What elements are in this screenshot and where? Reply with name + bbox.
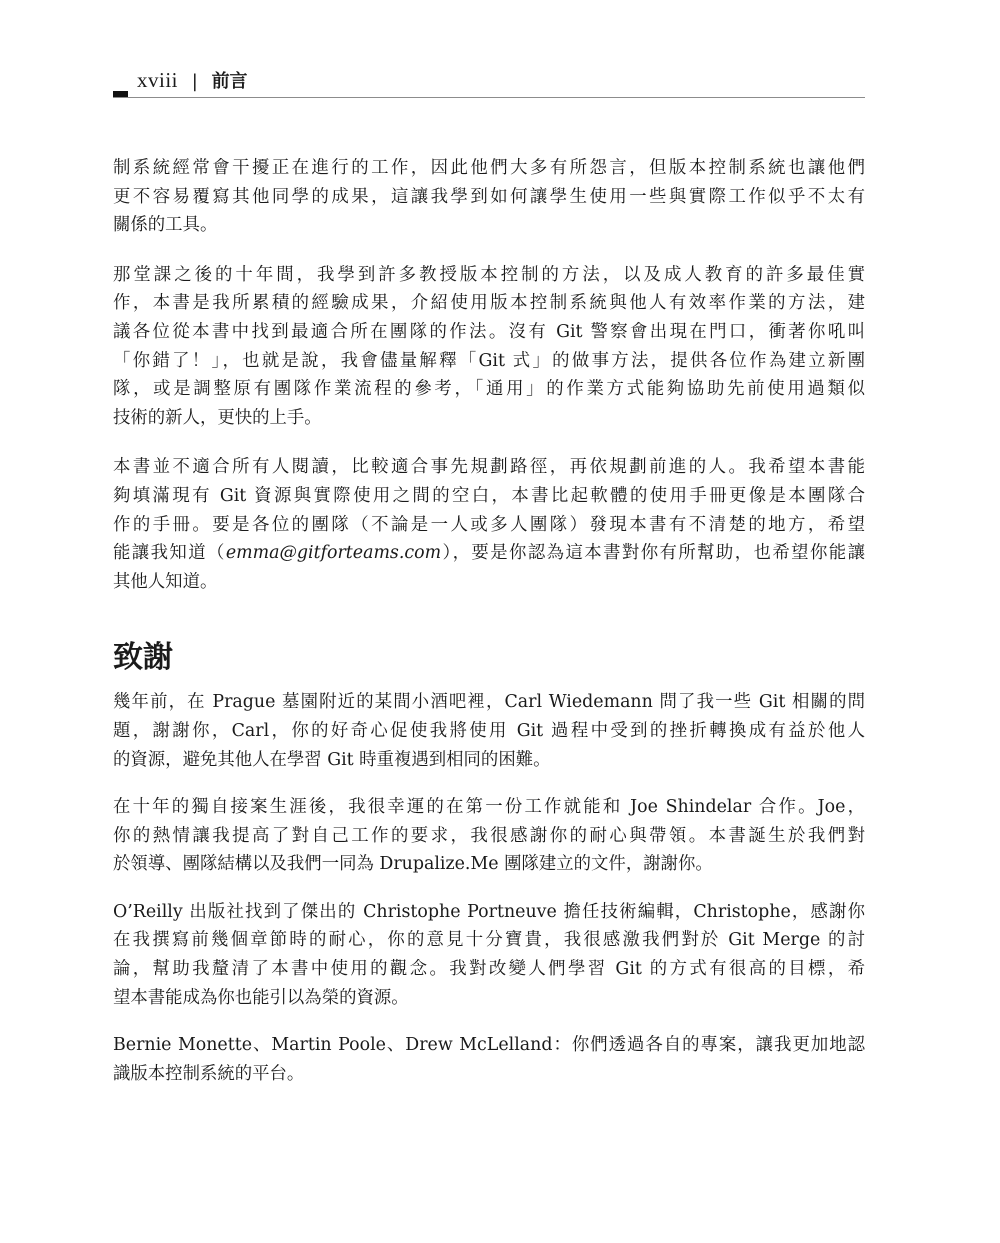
paragraph [113, 154, 865, 240]
paragraph [113, 793, 865, 879]
text-fragment: ），要是你認為這本書對你有所幫助，也希望你能讓 [441, 543, 865, 564]
text-line: 技術的新人，更快的上手。 [113, 407, 322, 428]
text-line: 你的熱情讓我提高了對自己工作的要求，我很感謝你的耐心與帶領。本書誕生於我們對 [113, 825, 865, 846]
text-line: 論，幫助我釐清了本書中使用的觀念。我對改變人們學習 Git 的方式有很高的目標，希 [113, 959, 865, 980]
header-mark [113, 91, 128, 97]
running-header [113, 64, 865, 98]
section-heading: 致謝 [113, 640, 173, 676]
text-line: 制系統經常會干擾正在進行的工作，因此他們大多有所怨言，但版本控制系統也讓他們 [113, 158, 865, 178]
header-separator: | [191, 71, 198, 92]
page-number: xviii [137, 68, 179, 92]
paragraph [113, 688, 865, 774]
header-text [137, 68, 248, 94]
text-line: 夠填滿現有 Git 資源與實際使用之間的空白，本書比起軟體的使用手冊更像是本團隊合 [113, 485, 865, 506]
text-line: 更不容易覆寫其他同學的成果，這讓我學到如何讓學生使用一些與實際工作似乎不太有 [113, 186, 865, 207]
text-line: 隊，或是調整原有團隊作業流程的參考，「通用」的作業方式能夠協助先前使用過類似 [113, 379, 865, 400]
text-line: 的資源，避免其他人在學習 Git 時重複遇到相同的困難。 [113, 749, 551, 770]
text-line: 在十年的獨自接案生涯後，我很幸運的在第一份工作就能和 Joe Shindelar 合作。Joe， [113, 797, 865, 818]
text-line: 議各位從本書中找到最適合所在團隊的作法。沒有 Git 警察會出現在門口，衝著你吼叫 [113, 321, 865, 342]
text-line: 那堂課之後的十年間，我學到許多教授版本控制的方法，以及成人教育的許多最佳實 [113, 264, 865, 285]
paragraph [113, 453, 865, 596]
text-fragment: 能讓我知道（ [113, 543, 226, 564]
text-line: 本書並不適合所有人閱讀，比較適合事先規劃路徑，再依規劃前進的人。我希望本書能 [113, 457, 865, 478]
page-body [113, 154, 865, 1088]
text-line: 題，謝謝你，Carl，你的好奇心促使我將使用 Git 過程中受到的挫折轉換成有益於他人 [113, 720, 865, 741]
text-line [113, 539, 865, 568]
email-address: emma@gitforteams.com [225, 543, 442, 564]
chapter-title: 前言 [211, 71, 248, 92]
text-line: 作，本書是我所累積的經驗成果，介紹使用版本控制系統與他人有效率作業的方法，建 [113, 293, 865, 314]
text-line: 在我撰寫前幾個章節時的耐心，你的意見十分寶貴，我很感激我們對於 Git Merge 的討 [113, 930, 865, 951]
paragraph [113, 898, 865, 1012]
text-line: O’Reilly 出版社找到了傑出的 Christophe Portneuve 擔任技術編輯，Christophe，感謝你 [113, 901, 865, 922]
text-line: 識版本控制系統的平台。 [113, 1063, 305, 1084]
paragraph [113, 261, 865, 433]
text-line: 作的手冊。要是各位的團隊（不論是一人或多人團隊）發現本書有不清楚的地方，希望 [113, 514, 865, 535]
text-line: 其他人知道。 [113, 571, 218, 592]
text-line: 幾年前，在 Prague 墓園附近的某間小酒吧裡，Carl Wiedemann 問了我一些 Git 相關的問 [113, 692, 865, 713]
text-line: 於領導、團隊結構以及我們一同為 Drupalize.Me 團隊建立的文件，謝謝你。 [113, 854, 713, 875]
text-line: 「你錯了！」，也就是說，我會儘量解釋「Git 式」的做事方法，提供各位作為建立新團 [113, 350, 865, 371]
text-line: 望本書能成為你也能引以為榮的資源。 [113, 987, 409, 1008]
text-line: 關係的工具。 [113, 215, 218, 236]
paragraph [113, 1031, 865, 1088]
text-line: Bernie Monette、Martin Poole、Drew McLelland：你們透過各自的專案，讓我更加地認 [113, 1035, 865, 1056]
